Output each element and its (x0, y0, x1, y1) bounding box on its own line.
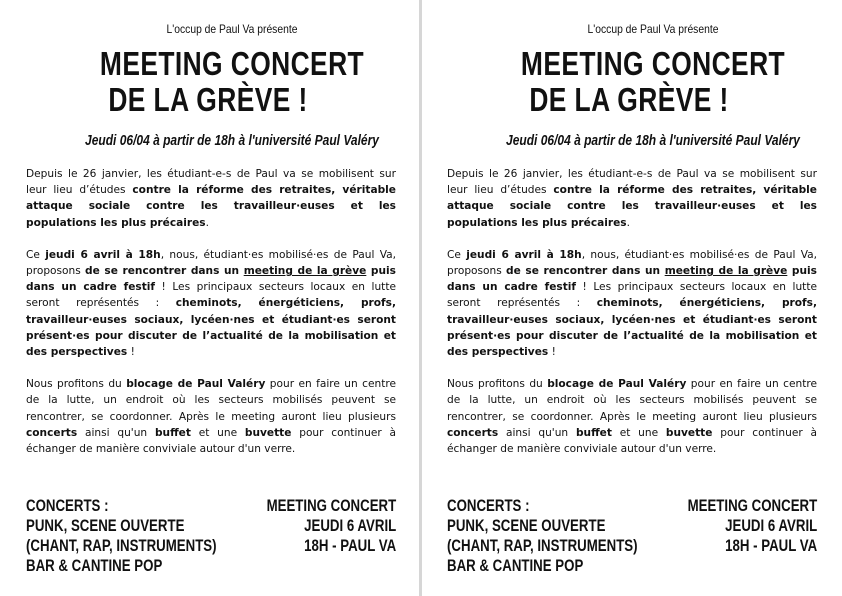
text-run: pour en faire un centre de la lutte, un endroit où les secteurs mobilisés peuvent se rencontrer, se coordonner. Après le meeting auront lieu plusieurs (447, 378, 817, 423)
bold-text-run: contre la réforme des retraites, véritable attaque sociale contre les travailleur·euses et les populations les plus précaires (447, 184, 817, 229)
bold-text-run: jeudi 6 avril à 18h (45, 248, 161, 261)
paragraph-1 (26, 166, 396, 231)
text-run: Nous profitons du (26, 378, 127, 391)
text-run: , nous, étudiant·es mobilisé·es de Paul Va, proposons (447, 248, 817, 278)
meeting-line: 18H - PAUL VA (303, 536, 396, 555)
page-divider (419, 0, 422, 596)
bold-text-run: blocage de Paul Valéry (547, 378, 687, 391)
text-run: pour en faire un centre de la lutte, un endroit où les secteurs mobilisés peuvent se rencontrer, se coordonner. Après le meeting auront lieu plusieurs (26, 378, 396, 423)
text-run: pour continuer à échanger de manière conviviale autour d'un verre. (447, 426, 817, 456)
paragraph-2 (447, 247, 817, 360)
concerts-line: CONCERTS : (26, 496, 109, 515)
meeting-line: MEETING CONCERT (266, 496, 396, 515)
meeting-line: 18H - PAUL VA (724, 536, 817, 555)
text-run: . (205, 216, 209, 229)
bold-text-run: de se rencontrer dans un (506, 265, 665, 278)
title-line-1: MEETING CONCERT (99, 45, 365, 82)
bottom-info (26, 496, 396, 576)
title-line-2: DE LA GRÈVE ! (529, 81, 729, 118)
text-run: ! (127, 346, 135, 359)
bold-text-run: meeting de la grève (243, 265, 367, 278)
bold-text-run: blocage de Paul Valéry (126, 378, 266, 391)
text-run: ! Les principaux secteurs locaux en lutte seront représentés : (26, 281, 396, 310)
bottom-info (447, 496, 817, 576)
concerts-column (447, 496, 638, 576)
text-run: Depuis le 26 janvier, les étudiant-e-s de Paul va se mobilisent sur leur lieu d’études (447, 168, 817, 197)
text-run: ! (548, 346, 556, 359)
presenter-line: L'occup de Paul Va présente (166, 22, 298, 36)
bold-text-run: buffet (575, 426, 612, 439)
concerts-line: (CHANT, RAP, INSTRUMENTS) (26, 536, 217, 555)
text-run: . (626, 216, 630, 229)
concerts-line: CONCERTS : (447, 496, 530, 515)
concerts-line: (CHANT, RAP, INSTRUMENTS) (447, 536, 638, 555)
text-run: ainsi qu'un (498, 426, 576, 439)
text-run: ainsi qu'un (77, 426, 155, 439)
title-line-2: DE LA GRÈVE ! (108, 81, 308, 118)
concerts-line: PUNK, SCENE OUVERTE (447, 516, 606, 535)
meeting-column (687, 496, 817, 556)
flyer-left (26, 0, 396, 596)
bold-text-run: concerts (26, 426, 78, 439)
flyer-right (447, 0, 817, 596)
text-run: pour continuer à échanger de manière conviviale autour d'un verre. (26, 426, 396, 456)
bold-text-run: puis dans un cadre festif (447, 265, 817, 294)
bold-text-run: meeting de la grève (664, 265, 788, 278)
concerts-line: BAR & CANTINE POP (447, 556, 584, 575)
body-text (447, 166, 817, 473)
text-run: ! Les principaux secteurs locaux en lutte seront représentés : (447, 281, 817, 310)
bold-text-run: jeudi 6 avril à 18h (466, 248, 582, 261)
concerts-column (26, 496, 217, 576)
text-run: Depuis le 26 janvier, les étudiant-e-s de Paul va se mobilisent sur leur lieu d’études (26, 168, 396, 197)
bold-text-run: buvette (244, 426, 292, 439)
concerts-line: BAR & CANTINE POP (26, 556, 163, 575)
text-run: Ce (447, 248, 467, 261)
text-run: et une (190, 426, 245, 439)
paragraph-1 (447, 166, 817, 231)
date-line: Jeudi 06/04 à partir de 18h à l'université Paul Valéry (85, 132, 379, 149)
bold-text-run: puis dans un cadre festif (26, 265, 396, 294)
text-run: Ce (26, 248, 46, 261)
flyer-title (488, 46, 818, 118)
bold-text-run: buvette (665, 426, 713, 439)
bold-text-run: contre la réforme des retraites, véritable attaque sociale contre les travailleur·euses et les populations les plus précaires (26, 184, 396, 229)
meeting-column (266, 496, 396, 556)
bold-text-run: de se rencontrer dans un (85, 265, 244, 278)
date-line: Jeudi 06/04 à partir de 18h à l'université Paul Valéry (506, 132, 800, 149)
paragraph-3 (26, 376, 396, 457)
title-line-1: MEETING CONCERT (520, 45, 786, 82)
text-run: , nous, étudiant·es mobilisé·es de Paul Va, proposons (26, 248, 396, 278)
bold-text-run: cheminots, énergéticiens, profs, travailleur·euses sociaux, lycéen·nes et étudiant·es seront présent·es pour discuter de l’actualité de la mobilisation et des perspectives (26, 297, 396, 359)
flyer-title (67, 46, 397, 118)
concerts-line: PUNK, SCENE OUVERTE (26, 516, 185, 535)
paragraph-3 (447, 376, 817, 457)
text-run: et une (611, 426, 666, 439)
text-run: Nous profitons du (447, 378, 548, 391)
bold-text-run: cheminots, énergéticiens, profs, travailleur·euses sociaux, lycéen·nes et étudiant·es seront présent·es pour discuter de l’actualité de la mobilisation et des perspectives (447, 297, 817, 359)
meeting-line: MEETING CONCERT (687, 496, 817, 515)
presenter-line: L'occup de Paul Va présente (587, 22, 719, 36)
body-text (26, 166, 396, 473)
bold-text-run: buffet (154, 426, 191, 439)
paragraph-2 (26, 247, 396, 360)
meeting-line: JEUDI 6 AVRIL (724, 516, 817, 535)
bold-text-run: concerts (447, 426, 499, 439)
meeting-line: JEUDI 6 AVRIL (303, 516, 396, 535)
